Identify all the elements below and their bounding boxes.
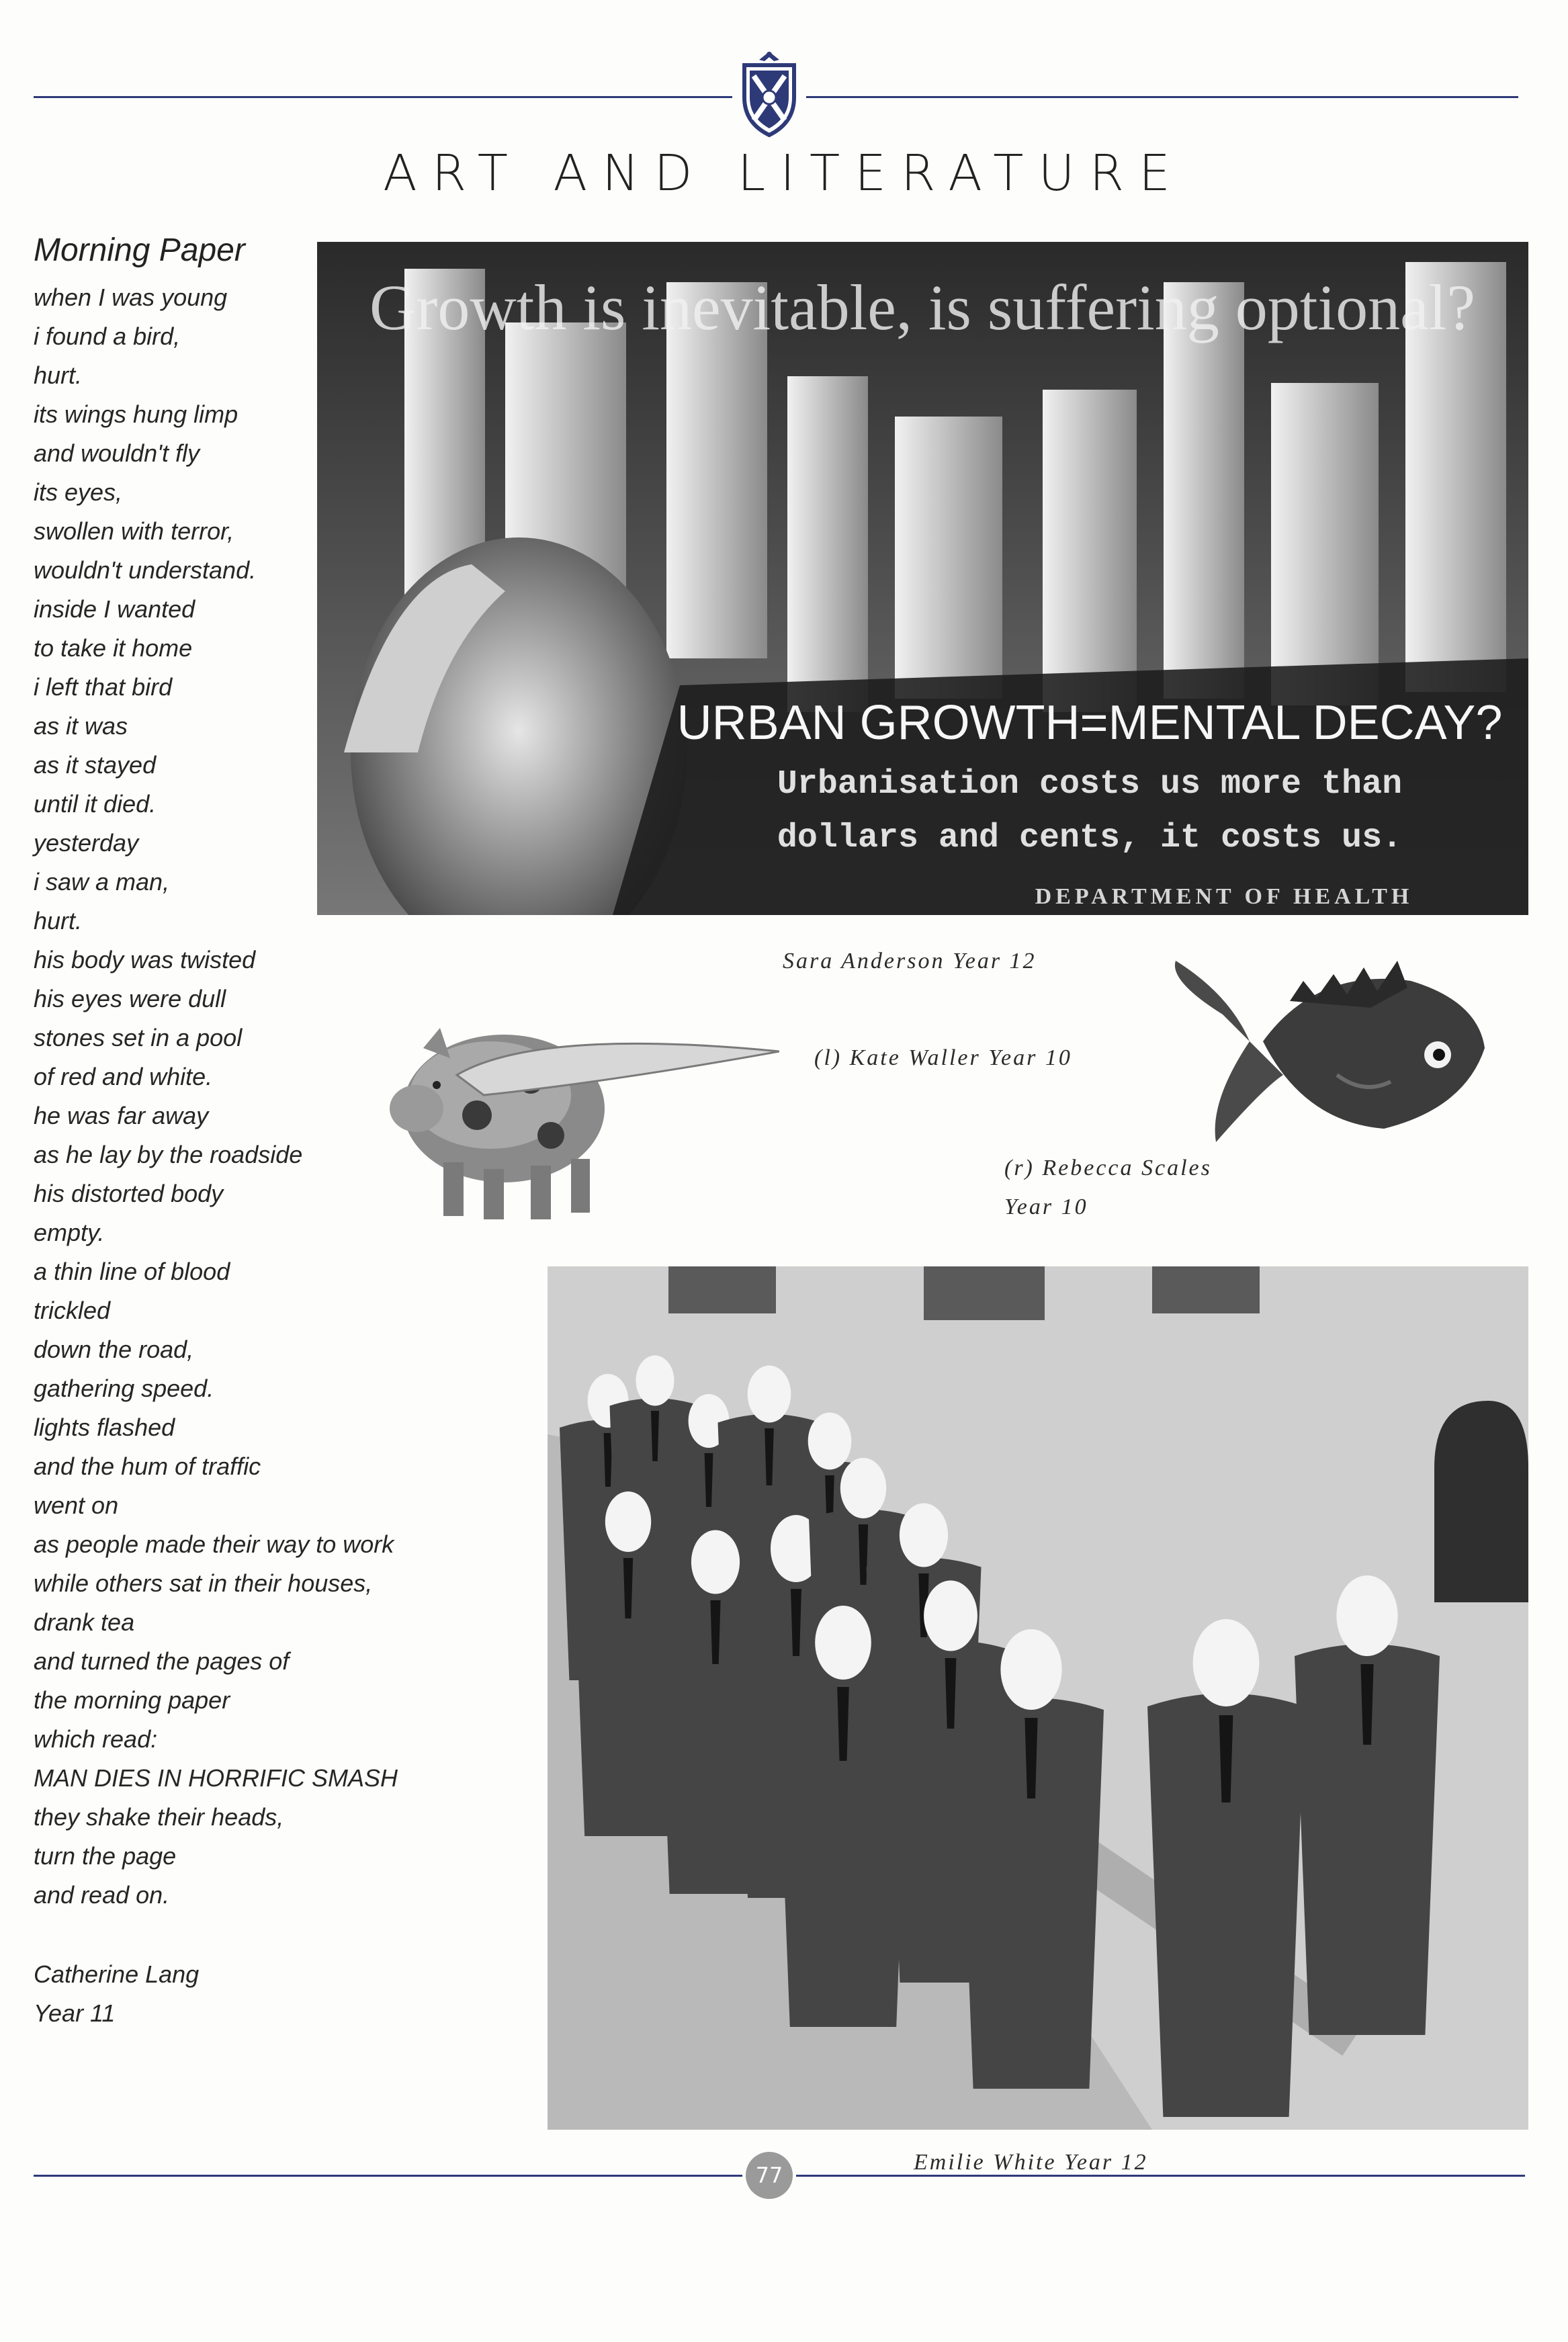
poem-line: of red and white. bbox=[34, 1063, 213, 1090]
poem-line: wouldn't understand. bbox=[34, 556, 257, 584]
poem-line: and the hum of traffic bbox=[34, 1452, 261, 1480]
poem-line: and wouldn't fly bbox=[34, 439, 200, 467]
poem-line: and turned the pages of bbox=[34, 1647, 290, 1675]
poem-line: they shake their heads, bbox=[34, 1803, 284, 1831]
caption-fish-line-1: (r) Rebecca Scales bbox=[1004, 1156, 1212, 1180]
poem-line: i found a bird, bbox=[34, 322, 181, 350]
school-crest-icon bbox=[739, 50, 799, 138]
poem-line: which read: bbox=[34, 1725, 158, 1753]
poem-line: yesterday bbox=[34, 829, 139, 857]
poster-headline: Growth is inevitable, is suffering optional? bbox=[369, 271, 1475, 343]
poem-author: Catherine Lang bbox=[34, 1960, 200, 1988]
caption-painting: Emilie White Year 12 bbox=[914, 2150, 1148, 2175]
poem-line: a thin line of blood bbox=[34, 1258, 230, 1285]
poem-line: inside I wanted bbox=[34, 595, 195, 623]
caption-pig: (l) Kate Waller Year 10 bbox=[814, 1045, 1072, 1070]
header-rule-right bbox=[806, 96, 1518, 98]
poem-line: as it was bbox=[34, 712, 128, 740]
poem-line: the morning paper bbox=[34, 1686, 230, 1714]
poem-line: its eyes, bbox=[34, 478, 123, 506]
poem-line: its wings hung limp bbox=[34, 400, 238, 428]
poster-body-line-1: Urbanisation costs us more than bbox=[777, 765, 1403, 804]
poem-line: and read on. bbox=[34, 1881, 170, 1909]
footer-rule-left bbox=[34, 2175, 742, 2177]
poem-line: hurt. bbox=[34, 361, 83, 389]
footer-rule-right bbox=[796, 2175, 1525, 2177]
poem-line: empty. bbox=[34, 1219, 105, 1246]
page-title: ART AND LITERATURE bbox=[383, 144, 1185, 202]
poem-line: hurt. bbox=[34, 907, 83, 935]
poem-line: his eyes were dull bbox=[34, 985, 226, 1012]
poster-footer: DEPARTMENT OF HEALTH bbox=[1035, 884, 1413, 909]
poem-line: i saw a man, bbox=[34, 868, 170, 896]
poem-line: MAN DIES IN HORRIFIC SMASH bbox=[34, 1764, 398, 1792]
poem-line: lights flashed bbox=[34, 1414, 175, 1441]
poem-line: until it died. bbox=[34, 790, 157, 818]
poem-line: his body was twisted bbox=[34, 946, 256, 973]
poem-line: when I was young bbox=[34, 284, 228, 311]
caption-fish-line-2: Year 10 bbox=[1004, 1195, 1088, 1219]
poem-line: swollen with terror, bbox=[34, 517, 234, 545]
fish-artwork bbox=[1169, 941, 1491, 1156]
poem-line: to take it home bbox=[34, 634, 193, 662]
poem-byline bbox=[34, 1955, 477, 2033]
page-number: 77 bbox=[746, 2152, 793, 2199]
poem-line: gathering speed. bbox=[34, 1375, 214, 1402]
poem-line: drank tea bbox=[34, 1608, 135, 1636]
poem-line: he was far away bbox=[34, 1102, 209, 1129]
poem-title: Morning Paper bbox=[34, 232, 245, 268]
caption-poster: Sara Anderson Year 12 bbox=[783, 949, 1037, 973]
poem-line: i left that bird bbox=[34, 673, 173, 701]
flying-pig-artwork bbox=[376, 974, 779, 1229]
poem-line: as he lay by the roadside bbox=[34, 1141, 303, 1168]
poem-line: while others sat in their houses, bbox=[34, 1569, 373, 1597]
poster-artwork bbox=[317, 242, 1528, 915]
poem-line: turn the page bbox=[34, 1842, 177, 1870]
poem-line: stones set in a pool bbox=[34, 1024, 243, 1051]
header-rule-left bbox=[34, 96, 732, 98]
poster-slogan: URBAN GROWTH=MENTAL DECAY? bbox=[677, 696, 1503, 750]
poem-line: his distorted body bbox=[34, 1180, 224, 1207]
poem-line: went on bbox=[34, 1491, 119, 1519]
crowd-painting-artwork bbox=[548, 1266, 1528, 2130]
poem-line: as people made their way to work bbox=[34, 1530, 394, 1558]
poem-author-year: Year 11 bbox=[34, 1999, 116, 2027]
poster-body-line-2: dollars and cents, it costs us. bbox=[777, 819, 1403, 857]
poem-line: down the road, bbox=[34, 1336, 194, 1363]
poem-line: as it stayed bbox=[34, 751, 157, 779]
poem-line: trickled bbox=[34, 1297, 111, 1324]
